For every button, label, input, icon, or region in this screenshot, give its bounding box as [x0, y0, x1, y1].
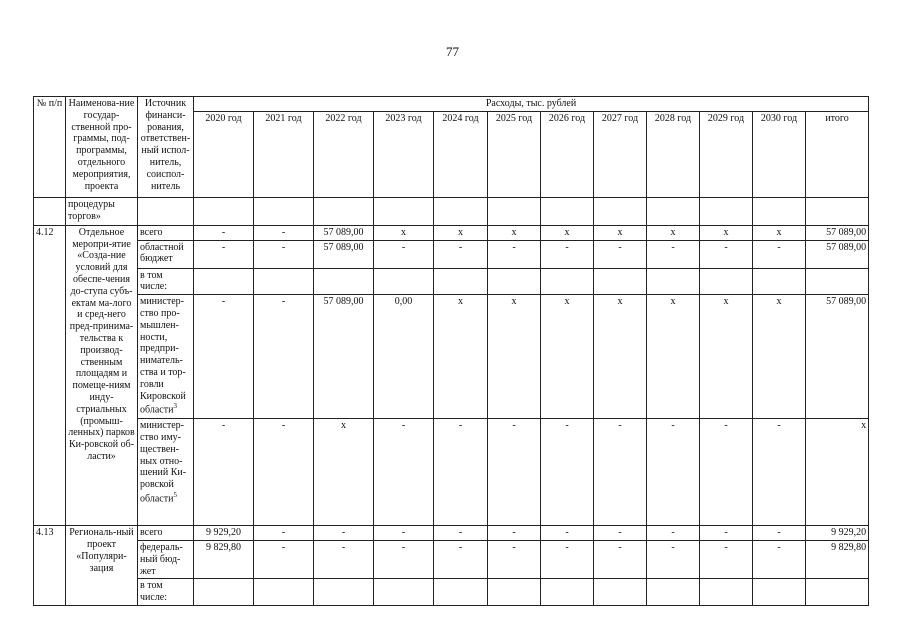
- year-value-2027: x: [594, 295, 647, 419]
- row-total: 57 089,00: [806, 240, 869, 268]
- year-value-2026: -: [541, 540, 594, 578]
- year-value-2027: -: [594, 240, 647, 268]
- funding-source-text: министер-ство иму-ществен-ных отно-шений Ки-ровской области: [140, 420, 187, 505]
- row-name: Региональ-ный проект «Популяри-зация: [66, 526, 138, 606]
- year-value-2022: 57 089,00: [314, 240, 374, 268]
- row-total: 9 829,80: [806, 540, 869, 578]
- funding-source-text: всего: [140, 527, 163, 539]
- year-value-2024: x: [434, 295, 488, 419]
- year-value-2029: -: [700, 540, 753, 578]
- table-row: [34, 419, 869, 526]
- year-2020: 2020 год: [194, 111, 254, 197]
- funding-source: [138, 225, 194, 240]
- year-2025: 2025 год: [488, 111, 541, 197]
- funding-source: [138, 419, 194, 526]
- year-value-2026: -: [541, 526, 594, 541]
- year-value-2029: [700, 268, 753, 295]
- year-value-2022: -: [314, 540, 374, 578]
- header-expenses-title: Расходы, тыс. рублей: [194, 97, 869, 112]
- row-number: 4.12: [34, 225, 66, 525]
- header-row: [34, 97, 869, 112]
- year-value-2023: -: [374, 540, 434, 578]
- year-value-2030: [753, 268, 806, 295]
- year-value-2024: [434, 579, 488, 606]
- year-value-2026: [541, 268, 594, 295]
- continuation-text: процедуры торгов»: [66, 197, 138, 225]
- year-value-2024: -: [434, 240, 488, 268]
- year-value-2021: -: [254, 240, 314, 268]
- year-value-2024: -: [434, 419, 488, 526]
- year-value-2021: -: [254, 419, 314, 526]
- year-value-2020: 9 829,80: [194, 540, 254, 578]
- funding-source-text: министер-ство про-мышлен-ности, предпри-ниматель-ства и тор-говли Кировской области: [140, 296, 186, 416]
- funding-source: [138, 540, 194, 578]
- funding-source: [138, 268, 194, 295]
- header-num: № п/п: [34, 97, 66, 198]
- row-name: Отдельное меропри-ятие «Созда-ние условий для обеспе-чения до-ступа субъ-ектам ма-лого и сред-него пред-принима-тельства к производ-ственным площадям и помеще-ниям инду-стриальных (промыш-ленных) парков Ки-ровской об-ласти»: [66, 225, 138, 525]
- year-2022: 2022 год: [314, 111, 374, 197]
- year-value-2026: -: [541, 240, 594, 268]
- funding-source: [138, 526, 194, 541]
- year-2021: 2021 год: [254, 111, 314, 197]
- year-value-2022: [314, 579, 374, 606]
- year-value-2025: -: [488, 540, 541, 578]
- table-row: [34, 526, 869, 541]
- header-name: Наименова-ние государ-ственной про-граммы, под-программы, отдельного мероприятия, проекта: [66, 97, 138, 198]
- row-total: 57 089,00: [806, 225, 869, 240]
- year-value-2030: -: [753, 240, 806, 268]
- row-total: x: [806, 419, 869, 526]
- year-value-2024: -: [434, 540, 488, 578]
- row-total: 57 089,00: [806, 295, 869, 419]
- year-value-2023: -: [374, 526, 434, 541]
- year-value-2020: -: [194, 240, 254, 268]
- year-value-2029: -: [700, 240, 753, 268]
- year-value-2020: [194, 579, 254, 606]
- year-value-2027: [594, 268, 647, 295]
- year-2029: 2029 год: [700, 111, 753, 197]
- table-row: [34, 295, 869, 419]
- page-number: 77: [446, 44, 459, 59]
- year-value-2030: x: [753, 225, 806, 240]
- year-value-2020: -: [194, 419, 254, 526]
- table-row: [34, 579, 869, 606]
- year-value-2022: -: [314, 526, 374, 541]
- year-2028: 2028 год: [647, 111, 700, 197]
- row-total: [806, 579, 869, 606]
- year-value-2021: -: [254, 295, 314, 419]
- year-value-2023: [374, 268, 434, 295]
- year-value-2023: -: [374, 419, 434, 526]
- year-value-2022: x: [314, 419, 374, 526]
- year-value-2030: -: [753, 526, 806, 541]
- year-value-2022: [314, 268, 374, 295]
- year-value-2025: -: [488, 240, 541, 268]
- year-value-2027: [594, 579, 647, 606]
- year-value-2024: -: [434, 526, 488, 541]
- year-value-2028: -: [647, 240, 700, 268]
- year-value-2027: -: [594, 526, 647, 541]
- row-total: 9 929,20: [806, 526, 869, 541]
- funding-source-text: в том числе:: [140, 580, 168, 604]
- table-row: [34, 540, 869, 578]
- table-row: [34, 240, 869, 268]
- funding-source-text: федераль-ный бюд-жет: [140, 541, 183, 577]
- funding-source: [138, 240, 194, 268]
- expenses-table: [33, 96, 869, 606]
- year-value-2021: -: [254, 225, 314, 240]
- year-value-2028: x: [647, 295, 700, 419]
- year-value-2030: [753, 579, 806, 606]
- year-value-2023: -: [374, 240, 434, 268]
- year-value-2028: [647, 579, 700, 606]
- year-value-2028: [647, 268, 700, 295]
- funding-source-text: в том числе:: [140, 269, 168, 293]
- year-value-2027: x: [594, 225, 647, 240]
- table-row: [34, 225, 869, 240]
- year-value-2028: -: [647, 526, 700, 541]
- row-number: 4.13: [34, 526, 66, 606]
- footnote-marker: 5: [173, 490, 177, 499]
- year-value-2030: -: [753, 540, 806, 578]
- funding-source: [138, 295, 194, 419]
- year-2027: 2027 год: [594, 111, 647, 197]
- year-value-2026: x: [541, 295, 594, 419]
- year-value-2029: -: [700, 419, 753, 526]
- year-value-2026: [541, 579, 594, 606]
- year-value-2021: [254, 268, 314, 295]
- year-value-2030: -: [753, 419, 806, 526]
- year-value-2028: -: [647, 540, 700, 578]
- year-value-2020: [194, 268, 254, 295]
- year-value-2030: x: [753, 295, 806, 419]
- continuation-num: [34, 197, 66, 225]
- year-value-2025: -: [488, 526, 541, 541]
- year-value-2024: x: [434, 225, 488, 240]
- funding-source-text: всего: [140, 226, 163, 238]
- year-value-2027: -: [594, 540, 647, 578]
- year-value-2029: [700, 579, 753, 606]
- year-value-2022: 57 089,00: [314, 225, 374, 240]
- year-value-2026: x: [541, 225, 594, 240]
- year-value-2022: 57 089,00: [314, 295, 374, 419]
- year-2024: 2024 год: [434, 111, 488, 197]
- year-2030: 2030 год: [753, 111, 806, 197]
- row-total: [806, 268, 869, 295]
- year-value-2025: x: [488, 225, 541, 240]
- year-2026: 2026 год: [541, 111, 594, 197]
- year-value-2028: x: [647, 225, 700, 240]
- year-value-2027: -: [594, 419, 647, 526]
- year-value-2024: [434, 268, 488, 295]
- header-total: итого: [806, 111, 869, 197]
- year-value-2021: -: [254, 526, 314, 541]
- year-value-2020: -: [194, 295, 254, 419]
- year-value-2023: x: [374, 225, 434, 240]
- year-value-2026: -: [541, 419, 594, 526]
- year-value-2023: 0,00: [374, 295, 434, 419]
- year-value-2020: -: [194, 225, 254, 240]
- year-value-2029: x: [700, 295, 753, 419]
- footnote-marker: 3: [173, 402, 177, 411]
- year-value-2021: -: [254, 540, 314, 578]
- year-2023: 2023 год: [374, 111, 434, 197]
- year-value-2025: -: [488, 419, 541, 526]
- header-source: Источник финанси-рования, ответствен-ный испол-нитель, соиспол-нитель: [138, 97, 194, 198]
- year-value-2029: -: [700, 526, 753, 541]
- year-value-2029: x: [700, 225, 753, 240]
- year-value-2025: [488, 268, 541, 295]
- year-value-2020: 9 929,20: [194, 526, 254, 541]
- funding-source-text: областной бюджет: [140, 241, 184, 265]
- table-row: [34, 268, 869, 295]
- year-value-2023: [374, 579, 434, 606]
- funding-source: [138, 579, 194, 606]
- year-value-2025: [488, 579, 541, 606]
- year-value-2025: x: [488, 295, 541, 419]
- continuation-row: [34, 197, 869, 225]
- year-value-2028: -: [647, 419, 700, 526]
- year-value-2021: [254, 579, 314, 606]
